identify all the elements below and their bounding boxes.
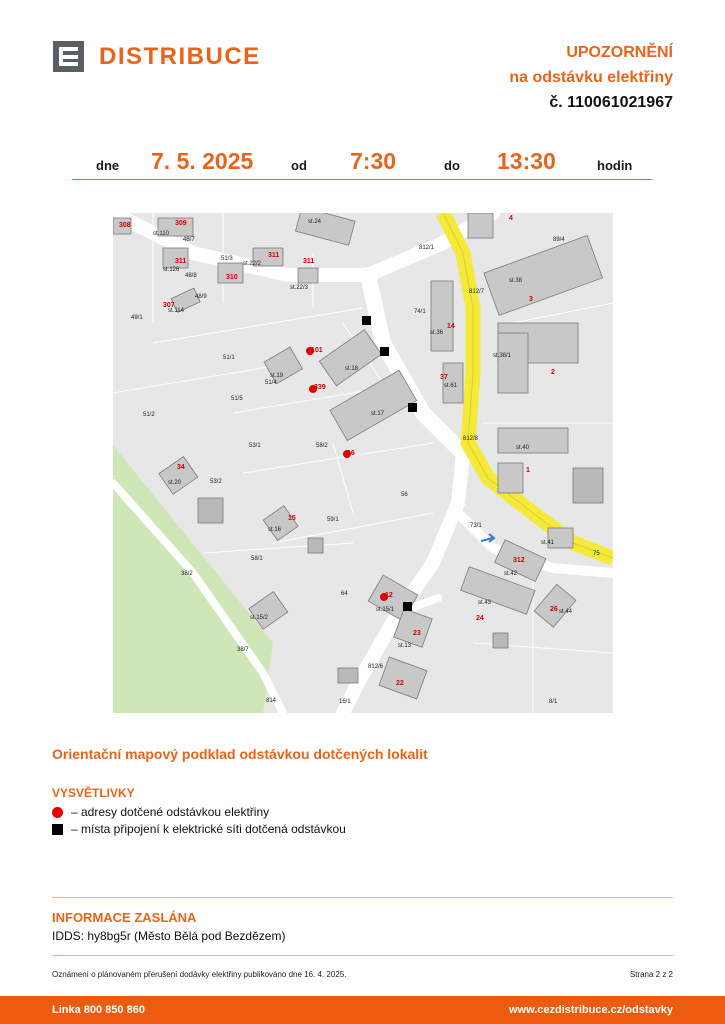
map-number: 310 bbox=[226, 274, 238, 281]
from-value: 7:30 bbox=[350, 148, 397, 174]
map-number: 12 bbox=[385, 592, 393, 599]
map-number: 37 bbox=[440, 374, 448, 381]
map-label: st.44 bbox=[559, 609, 573, 615]
map-label: 73/1 bbox=[470, 523, 482, 529]
map-label: st.16 bbox=[268, 527, 282, 533]
map-label: 49/1 bbox=[131, 315, 143, 321]
map-label: st.19 bbox=[270, 373, 284, 379]
date-value: 7. 5. 2025 bbox=[151, 148, 254, 174]
red-dot-icon bbox=[52, 807, 63, 818]
brand-name: DISTRIBUCE bbox=[99, 42, 261, 70]
map-number: 307 bbox=[163, 302, 175, 309]
map-label: 51/3 bbox=[221, 256, 233, 262]
map-label: 51/1 bbox=[223, 355, 235, 361]
footer-phone[interactable]: Linka 800 850 860 bbox=[52, 1004, 145, 1016]
map-label: 38/2 bbox=[181, 571, 193, 577]
info-title: INFORMACE ZASLÁNA bbox=[52, 910, 197, 925]
map-label: 48/7 bbox=[183, 237, 195, 243]
map-number: 16 bbox=[347, 450, 355, 457]
date-label: dne bbox=[96, 158, 120, 173]
map-label: 38/7 bbox=[237, 647, 249, 653]
map-label: 56 bbox=[401, 492, 408, 498]
footer-bar bbox=[0, 996, 725, 1024]
map-label: 812/7 bbox=[469, 289, 485, 295]
map-label: 51/5 bbox=[231, 396, 243, 402]
map-canvas bbox=[113, 213, 613, 713]
map-label: st.61 bbox=[444, 383, 458, 389]
map-label: st.18 bbox=[345, 366, 359, 372]
unit-label: hodin bbox=[597, 158, 633, 173]
outage-schedule bbox=[72, 148, 652, 180]
map-label: 53/1 bbox=[249, 443, 261, 449]
legend-label-addresses: – adresy dotčené odstávkou elektřiny bbox=[71, 805, 270, 819]
info-text: IDDS: hy8bg5r (Město Bělá pod Bezdězem) bbox=[52, 929, 286, 943]
map-label: 59/1 bbox=[327, 517, 339, 523]
map-number: 312 bbox=[513, 557, 525, 564]
map-label: st.40 bbox=[516, 445, 530, 451]
map-number: 14 bbox=[447, 323, 455, 330]
map-label: 51/2 bbox=[143, 412, 155, 418]
legend-item-addresses bbox=[52, 805, 269, 819]
cez-logo-icon bbox=[53, 41, 84, 72]
divider bbox=[52, 897, 673, 898]
map-number: 339 bbox=[314, 384, 326, 391]
map-number: 4 bbox=[509, 215, 513, 222]
map-number: 23 bbox=[413, 630, 421, 637]
map-label: st.15/1 bbox=[376, 607, 395, 613]
black-square-icon bbox=[52, 824, 63, 835]
map-label: st.110 bbox=[153, 231, 169, 237]
divider bbox=[52, 955, 673, 956]
map-label: st.20 bbox=[168, 480, 182, 486]
brand-logo bbox=[53, 41, 261, 72]
map-label: st.24 bbox=[308, 219, 322, 225]
notice-title: UPOZORNĚNÍ bbox=[566, 44, 673, 61]
footer-link[interactable]: www.cezdistribuce.cz/odstavky bbox=[508, 1004, 673, 1016]
map-label: st.38/1 bbox=[493, 353, 512, 359]
map-title: Orientační mapový podklad odstávkou dotčených lokalit bbox=[52, 746, 428, 762]
map-number: 311 bbox=[303, 258, 315, 265]
publication-note: Oznámení o plánovaném přerušení dodávky elektřiny publikováno dne 16. 4. 2025. bbox=[52, 970, 347, 979]
map-label: 53/2 bbox=[210, 479, 222, 485]
to-value: 13:30 bbox=[497, 148, 556, 174]
to-label: do bbox=[444, 158, 460, 173]
map-label: 64 bbox=[341, 591, 348, 597]
notice-number: č. 110061021967 bbox=[549, 94, 673, 111]
map-number: 34 bbox=[177, 464, 185, 471]
map-label: st.22/2 bbox=[243, 261, 262, 267]
map-label: 16/1 bbox=[339, 699, 351, 705]
map-label: st.13 bbox=[398, 643, 412, 649]
map-label: st.114 bbox=[168, 308, 184, 314]
map-number: 2 bbox=[551, 369, 555, 376]
map-label: 812/1 bbox=[419, 245, 435, 251]
map-label: 8/1 bbox=[549, 699, 558, 705]
map-label: 58/2 bbox=[316, 443, 328, 449]
map-label: st.17 bbox=[371, 411, 385, 417]
map-label: 48/8 bbox=[185, 273, 197, 279]
legend-title: VYSVĚTLIVKY bbox=[52, 786, 135, 800]
map-label: 75 bbox=[593, 551, 600, 557]
notice-subtitle: na odstávku elektřiny bbox=[509, 69, 673, 86]
map-number: 3 bbox=[529, 296, 533, 303]
map-number: 24 bbox=[476, 615, 484, 622]
map-label: 812/8 bbox=[463, 436, 479, 442]
map-number: 311 bbox=[268, 252, 280, 259]
map-label: st.42 bbox=[504, 571, 518, 577]
map-label: st.126 bbox=[163, 267, 180, 273]
map-number: 22 bbox=[396, 680, 404, 687]
map-label: st.36 bbox=[430, 330, 444, 336]
map-label: st.43 bbox=[478, 600, 492, 606]
map-number: 1 bbox=[526, 467, 530, 474]
map-label: 74/1 bbox=[414, 309, 426, 315]
map-number: 311 bbox=[175, 258, 187, 265]
map-number: 309 bbox=[175, 220, 187, 227]
outage-map bbox=[113, 213, 613, 713]
map-label: 812/6 bbox=[368, 664, 384, 670]
map-label: 58/1 bbox=[251, 556, 263, 562]
map-label: 89/4 bbox=[553, 237, 565, 243]
page-number: Strana 2 z 2 bbox=[629, 970, 673, 979]
from-label: od bbox=[291, 158, 307, 173]
legend-item-connections bbox=[52, 822, 346, 836]
legend-label-connections: – místa připojení k elektrické síti dotčená odstávkou bbox=[71, 822, 346, 836]
map-label: 814 bbox=[266, 698, 277, 704]
map-label: st.22/3 bbox=[290, 285, 309, 291]
map-label: 48/9 bbox=[195, 294, 207, 300]
notice-heading bbox=[509, 40, 673, 115]
map-label: st.15/2 bbox=[250, 615, 269, 621]
map-number: 101 bbox=[311, 347, 323, 354]
map-label: st.41 bbox=[541, 540, 555, 546]
map-number: 26 bbox=[550, 606, 558, 613]
map-number: 308 bbox=[119, 222, 131, 229]
map-number: 15 bbox=[288, 515, 296, 522]
map-label: 51/4 bbox=[265, 380, 277, 386]
map-label: st.38 bbox=[509, 278, 523, 284]
